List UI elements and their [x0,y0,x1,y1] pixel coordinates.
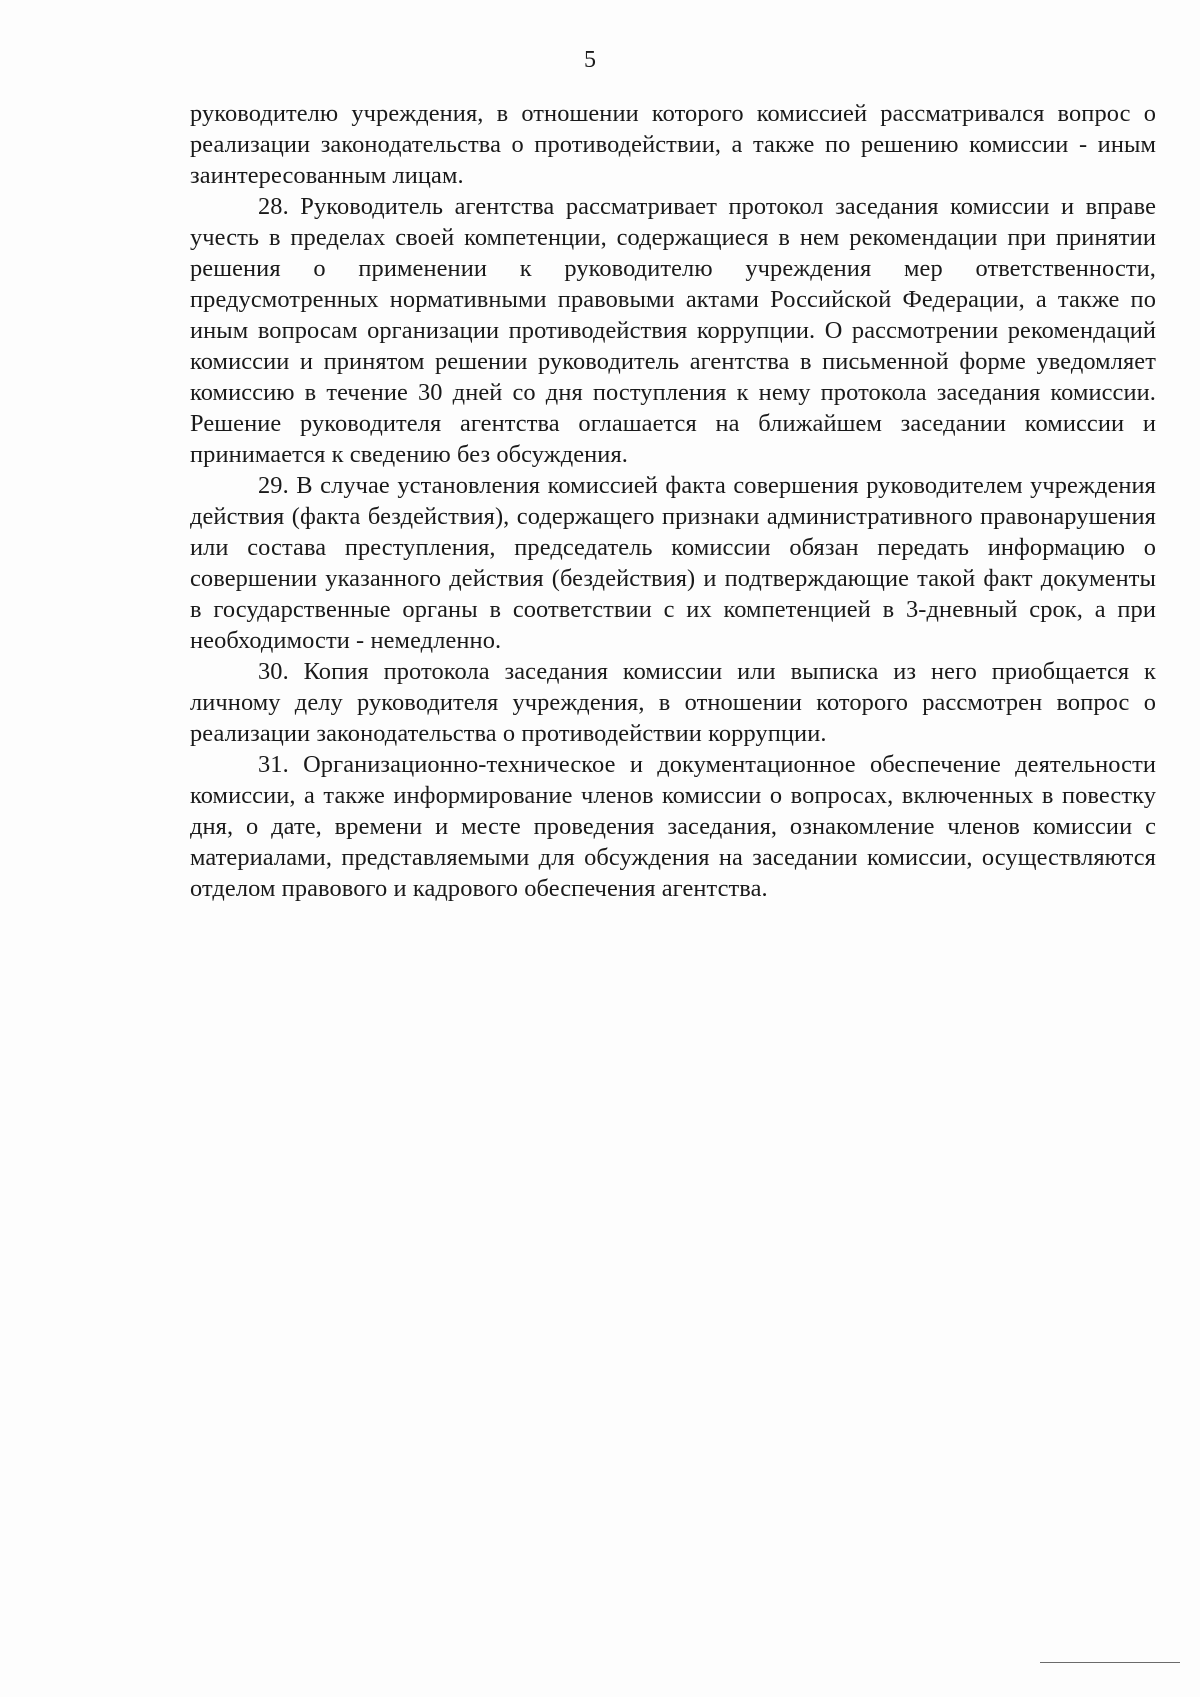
page-number: 5 [584,47,596,73]
paragraph-31: 31. Организационно-техническое и документационное обеспечение деятельности комиссии, а также информирование членов комиссии о вопросах, включенных в повестку дня, о дате, времени и месте проведения заседания, ознакомление членов комиссии с материалами, представляемыми для обсуждения на заседании комиссии, осуществляются отделом правового и кадрового обеспечения агентства. [190,751,1156,902]
paragraph-continuation: руководителю учреждения, в отношении которого комиссией рассматривался вопрос о реализации законодательства о противодействии, а также по решению комиссии - иным заинтересованным лицам. [190,100,1156,189]
paragraph-28: 28. Руководитель агентства рассматривает протокол заседания комиссии и вправе учесть в пределах своей компетенции, содержащиеся в нем рекомендации при принятии решения о применении к руководителю учреждения мер ответственности, предусмотренных нормативными правовыми актами Российской Федерации, а также по иным вопросам организации противодействия коррупции. О рассмотрении рекомендаций комиссии и принятом решении руководитель агентства в письменной форме уведомляет комиссию в течение 30 дней со дня поступления к нему протокола заседания комиссии. Решение руководителя агентства оглашается на ближайшем заседании комиссии и принимается к сведению без обсуждения. [190,193,1156,468]
footer-divider [1040,1662,1180,1663]
document-body [190,98,1156,904]
paragraph-30: 30. Копия протокола заседания комиссии или выписка из него приобщается к личному делу руководителя учреждения, в отношении которого рассмотрен вопрос о реализации законодательства о противодействии коррупции. [190,658,1156,747]
paragraph-29: 29. В случае установления комиссией факта совершения руководителем учреждения действия (факта бездействия), содержащего признаки административного правонарушения или состава преступления, председатель комиссии обязан передать информацию о совершении указанного действия (бездействия) и подтверждающие такой факт документы в государственные органы в соответствии с их компетенцией в 3-дневный срок, а при необходимости - немедленно. [190,472,1156,654]
